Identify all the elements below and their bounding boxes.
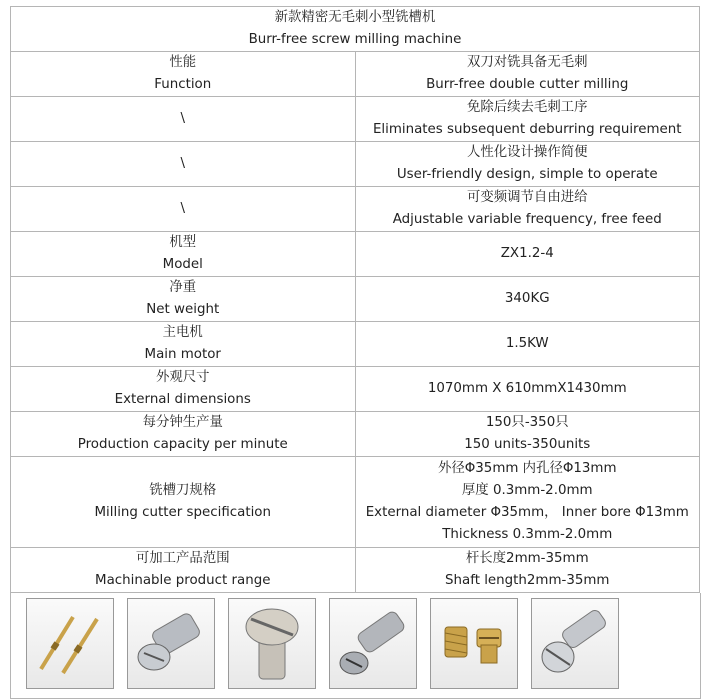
- title-row: [11, 7, 700, 52]
- spec-label: Production capacity per minute: [77, 437, 288, 452]
- spec-label: Machinable product range: [95, 573, 271, 588]
- photo-brass-screws: [430, 598, 518, 689]
- spec-value: Thickness 0.3mm-2.0mm: [442, 527, 613, 542]
- spec-label: Function: [154, 77, 212, 92]
- slotted-flat-screw-icon: [229, 599, 315, 688]
- spec-value: 1.5KW: [505, 336, 549, 351]
- spec-value: Burr-free double cutter milling: [426, 77, 629, 92]
- spec-label-cell: [11, 187, 356, 232]
- spec-row: [11, 322, 700, 367]
- spec-value-cell: [355, 187, 700, 232]
- spec-row: [11, 52, 700, 97]
- photo-slotted-flat-screw: [228, 598, 316, 689]
- spec-label-cell: [11, 367, 356, 412]
- spec-value-cell: [355, 142, 700, 187]
- spec-label: 机型: [169, 235, 197, 250]
- spec-row: [11, 548, 700, 593]
- spec-label-cell: [11, 97, 356, 142]
- spec-value: External diameter Φ35mm， Inner bore Φ13mm: [365, 505, 689, 520]
- spec-value-cell: [355, 548, 700, 593]
- spec-row: [11, 187, 700, 232]
- brass-pins-icon: [27, 599, 113, 688]
- spec-label-cell: [11, 322, 356, 367]
- spec-row: [11, 412, 700, 457]
- spec-value-cell: [355, 322, 700, 367]
- spec-row: [11, 142, 700, 187]
- spec-value-cell: [355, 232, 700, 277]
- spec-value: 外径Φ35mm 内孔径Φ13mm: [437, 461, 617, 476]
- spec-label-cell: [11, 277, 356, 322]
- brass-screws-icon: [431, 599, 517, 688]
- spec-table: [10, 6, 700, 593]
- photo-slotted-pin: [329, 598, 417, 689]
- spec-value: ZX1.2-4: [500, 246, 554, 261]
- spec-label: 外观尺寸: [155, 370, 210, 385]
- spec-value: 可变频调节自由进给: [466, 190, 588, 205]
- spec-value-cell: [355, 52, 700, 97]
- spec-value: 1070mm X 610mmX1430mm: [427, 381, 627, 396]
- title-en: Burr-free screw milling machine: [248, 32, 462, 47]
- spec-value: 150只-350只: [485, 415, 569, 430]
- spec-label: 主电机: [162, 325, 203, 340]
- spec-value: 340KG: [504, 291, 550, 306]
- spec-value-cell: [355, 412, 700, 457]
- spec-value-cell: [355, 97, 700, 142]
- spec-label: 净重: [169, 280, 197, 295]
- spec-sheet: [10, 6, 700, 699]
- spec-row: [11, 367, 700, 412]
- spec-label-cell: [11, 52, 356, 97]
- spec-value-cell: [355, 367, 700, 412]
- spec-label: \: [180, 201, 185, 216]
- spec-label: Main motor: [144, 347, 221, 362]
- title-cell: [11, 7, 700, 52]
- slotted-rivet-icon: [532, 599, 618, 688]
- spec-row: [11, 277, 700, 322]
- photo-steel-rivet: [127, 598, 215, 689]
- spec-value: Adjustable variable frequency, free feed: [392, 212, 662, 227]
- spec-label: Milling cutter specification: [94, 505, 271, 520]
- spec-value: 免除后续去毛刺工序: [466, 100, 588, 115]
- spec-row: [11, 232, 700, 277]
- spec-label: \: [180, 111, 185, 126]
- spec-label: External dimensions: [114, 392, 251, 407]
- photo-brass-pins: [26, 598, 114, 689]
- spec-row: [11, 457, 700, 548]
- spec-label-cell: [11, 548, 356, 593]
- spec-value: 人性化设计操作简便: [466, 145, 588, 160]
- slotted-pin-icon: [330, 599, 416, 688]
- spec-value: User-friendly design, simple to operate: [396, 167, 658, 182]
- spec-value-cell: [355, 457, 700, 548]
- title-zh: 新款精密无毛刺小型铣槽机: [274, 10, 436, 25]
- spec-label: Net weight: [146, 302, 220, 317]
- spec-label: Model: [162, 257, 203, 272]
- spec-label-cell: [11, 412, 356, 457]
- spec-label-cell: [11, 232, 356, 277]
- photo-slotted-rivet: [531, 598, 619, 689]
- spec-value: Shaft length2mm-35mm: [445, 573, 610, 588]
- spec-label: \: [180, 156, 185, 171]
- spec-label-cell: [11, 142, 356, 187]
- spec-label-cell: [11, 457, 356, 548]
- spec-value: 150 units-350units: [464, 437, 591, 452]
- spec-label: 铣槽刀规格: [149, 483, 217, 498]
- spec-value: Eliminates subsequent deburring requirement: [372, 122, 682, 137]
- spec-row: [11, 97, 700, 142]
- spec-value: 双刀对铣具备无毛刺: [466, 55, 588, 70]
- spec-value-cell: [355, 277, 700, 322]
- spec-label: 性能: [169, 55, 197, 70]
- spec-label: 可加工产品范围: [135, 551, 230, 566]
- product-photos: [10, 593, 701, 699]
- spec-value: 厚度 0.3mm-2.0mm: [461, 483, 593, 498]
- spec-label: 每分钟生产量: [142, 415, 223, 430]
- steel-rivet-icon: [128, 599, 214, 688]
- spec-value: 杆长度2mm-35mm: [465, 551, 589, 566]
